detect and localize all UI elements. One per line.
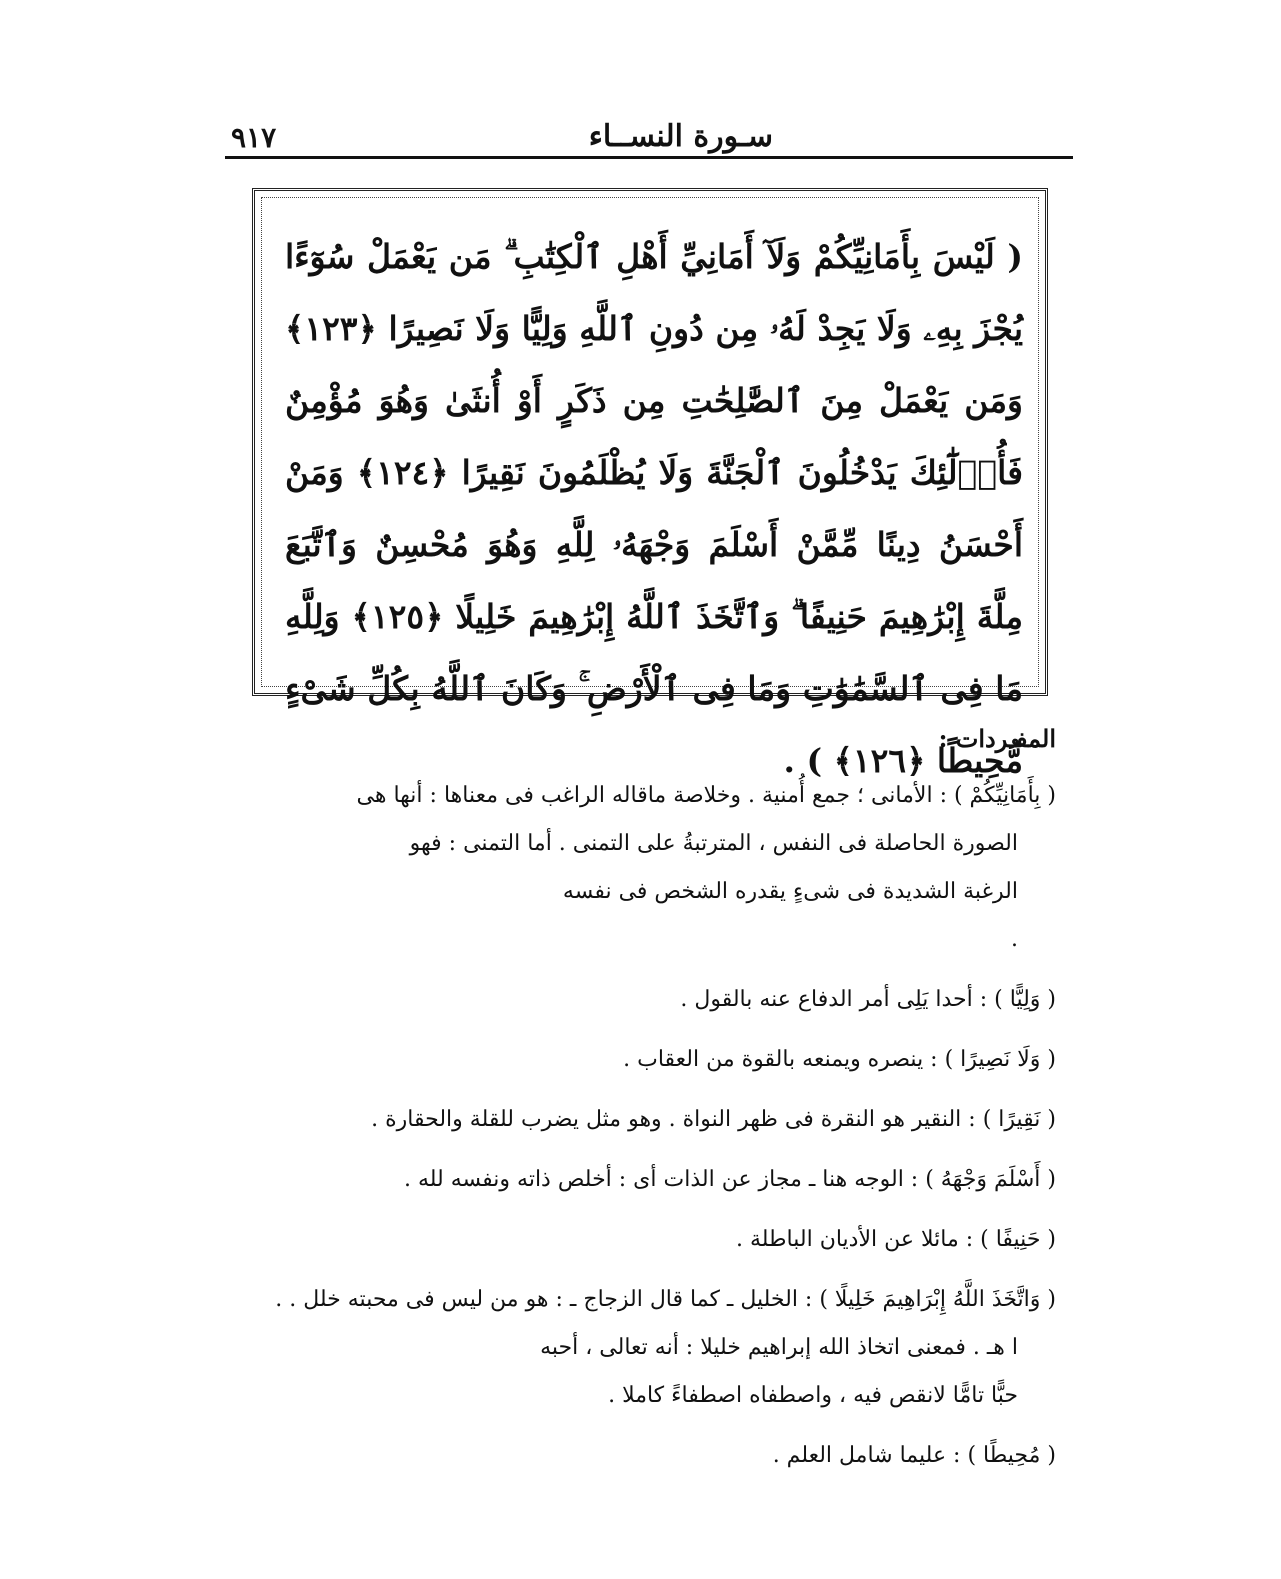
vocab-line: ( وَلَا نَصِيرًا ) : ينصره ويمنعه بالقوة من العقاب . — [623, 1047, 1056, 1072]
vocab-line: ( أَسْلَمَ وَجْهَهُ ) : الوجه هنا ـ مجاز عن الذات أى : أخلص ذاته ونفسه لله . — [403, 1167, 1056, 1192]
quran-verses: ( لَيْسَ بِأَمَانِيِّكُمْ وَلَآ أَمَانِيِّ أَهْلِ ٱلْكِتَٰبِ ۗ مَن يَعْمَلْ سُوٓءًا يُجْزَ بِهِۦ وَلَا يَجِدْ لَهُۥ مِن دُونِ ٱللَّهِ وَلِيًّا وَلَا نَصِيرًا ﴿١٢٣﴾ وَمَن يَعْمَلْ مِنَ ٱلصَّٰلِحَٰتِ مِن ذَكَرٍ أَوْ أُنثَىٰ وَهُوَ مُؤْمِنٌ فَأُو۟لَٰٓئِكَ يَدْخُلُونَ ٱلْجَنَّةَ وَلَا يُظْلَمُونَ نَقِيرًا ﴿١٢٤﴾ وَمَنْ أَحْسَنُ دِينًا مِّمَّنْ أَسْلَمَ وَجْهَهُۥ لِلَّهِ وَهُوَ مُحْسِنٌ وَٱتَّبَعَ مِلَّةَ إِبْرَٰهِيمَ حَنِيفًا ۗ وَٱتَّخَذَ ٱللَّهُ إِبْرَٰهِيمَ خَلِيلًا ﴿١٢٥﴾ وَلِلَّهِ مَا فِى ٱلسَّمَٰوَٰتِ وَمَا فِى ٱلْأَرْضِ ۚ وَكَانَ ٱللَّهُ بِكُلِّ شَىْءٍ مُّحِيطًا ﴿١٢٦﴾ ) . — [285, 237, 1023, 780]
vocabulary-heading: المفـردات : — [938, 724, 1056, 753]
vocab-item-naqiran — [255, 1096, 1056, 1144]
vocab-item-waliyyan — [255, 976, 1056, 1024]
vocab-line: ( وَلِيًّا ) : أحدا يَلِى أمر الدفاع عنه بالقول . — [680, 987, 1056, 1012]
vocab-line: ا هـ . فمعنى اتخاذ الله إبراهيم خليلا : أنه تعالى ، أحبه — [540, 1335, 1018, 1360]
vocab-item-muhitan — [255, 1432, 1056, 1480]
vocab-item-amaniyyikum — [255, 772, 1056, 964]
page-header — [225, 112, 1073, 154]
vocab-line: ( مُحِيطًا ) : عليما شامل العلم . — [772, 1443, 1056, 1468]
vocab-item-aslama-wajhahu — [255, 1156, 1056, 1204]
header-rule — [225, 156, 1073, 159]
vocab-item-nasiran — [255, 1036, 1056, 1084]
vocab-line: الصورة الحاصلة فى النفس ، المترتبةُ على التمنى . أما التمنى : فهو — [409, 831, 1018, 856]
sura-title: سـورة النســاء — [588, 119, 773, 154]
vocab-line: ( وَاتَّخَذَ اللَّهُ إِبْرَاهِيمَ خَلِيلًا ) : الخليل ـ كما قال الزجاج ـ : هو من ليس فى محبته خلل . . — [275, 1287, 1056, 1312]
vocab-line: حبًّا تامًّا لانقص فيه ، واصطفاه اصطفاءً كاملا . — [608, 1383, 1018, 1408]
page-number: ٩١٧ — [231, 121, 277, 154]
vocab-item-hanifan — [255, 1216, 1056, 1264]
vocab-line: ( نَقِيرًا ) : النقير هو النقرة فى ظهر النواة . وهو مثل يضرب للقلة والحقارة . — [371, 1107, 1056, 1132]
vocab-line: ( بِأَمَانِيِّكُمْ ) : الأمانى ؛ جمع أُمنية . وخلاصة ماقاله الراغب فى معناها : أنها هى — [356, 783, 1056, 808]
vocab-line: الرغبة الشديدة فى شىءٍ يقدره الشخص فى نفسه . — [562, 879, 1018, 952]
vocabulary-list — [255, 772, 1056, 1480]
vocab-line: ( حَنِيفًا ) : مائلا عن الأديان الباطلة . — [735, 1227, 1056, 1252]
vocab-item-khalilan — [255, 1276, 1056, 1420]
